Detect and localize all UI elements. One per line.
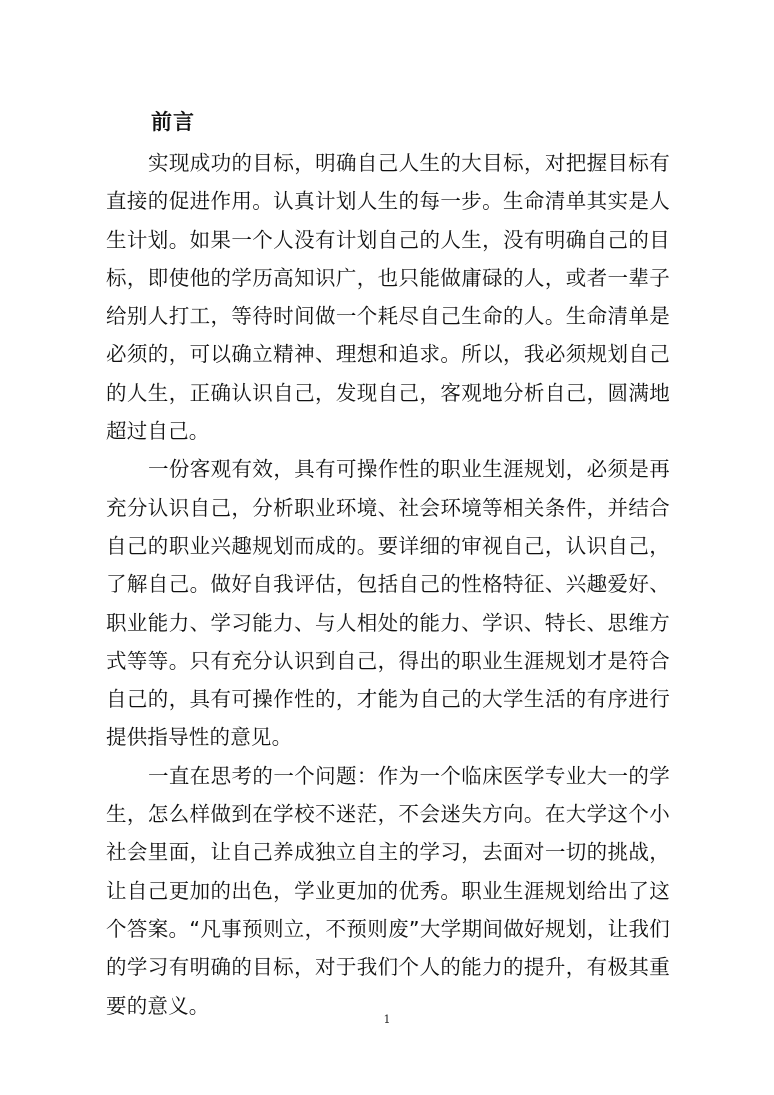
page-heading: 前言 xyxy=(151,110,195,134)
body-text xyxy=(106,144,670,1025)
paragraph-3: 一直在思考的一个问题：作为一个临床医学专业大一的学生，怎么样做到在学校不迷茫，不会迷失方向。在大学这个小社会里面，让自己养成独立自主的学习，去面对一切的挑战，让自己更加的出色，学业更加的优秀。职业生涯规划给出了这个答案。“凡事预则立，不预则废”大学期间做好规划，让我们的学习有明确的目标，对于我们个人的能力的提升，有极其重要的意义。 xyxy=(106,763,670,1018)
paragraph-1: 实现成功的目标，明确自己人生的大目标，对把握目标有直接的促进作用。认真计划人生的每一步。生命清单其实是人生计划。如果一个人没有计划自己的人生，没有明确自己的目标，即使他的学历高知识广，也只能做庸碌的人，或者一辈子给别人打工，等待时间做一个耗尽自己生命的人。生命清单是必须的，可以确立精神、理想和追求。所以，我必须规划自己的人生，正确认识自己，发现自己，客观地分析自己，圆满地超过自己。 xyxy=(106,151,670,444)
paragraph-2: 一份客观有效，具有可操作性的职业生涯规划，必须是再充分认识自己，分析职业环境、社会环境等相关条件，并结合自己的职业兴趣规划而成的。要详细的审视自己，认识自己，了解自己。做好自我评估，包括自己的性格特征、兴趣爱好、职业能力、学习能力、与人相处的能力、学识、特长、思维方式等等。只有充分认识到自己，得出的职业生涯规划才是符合自己的，具有可操作性的，才能为自己的大学生活的有序进行提供指导性的意见。 xyxy=(106,457,670,750)
page-number: 1 xyxy=(383,1013,391,1026)
